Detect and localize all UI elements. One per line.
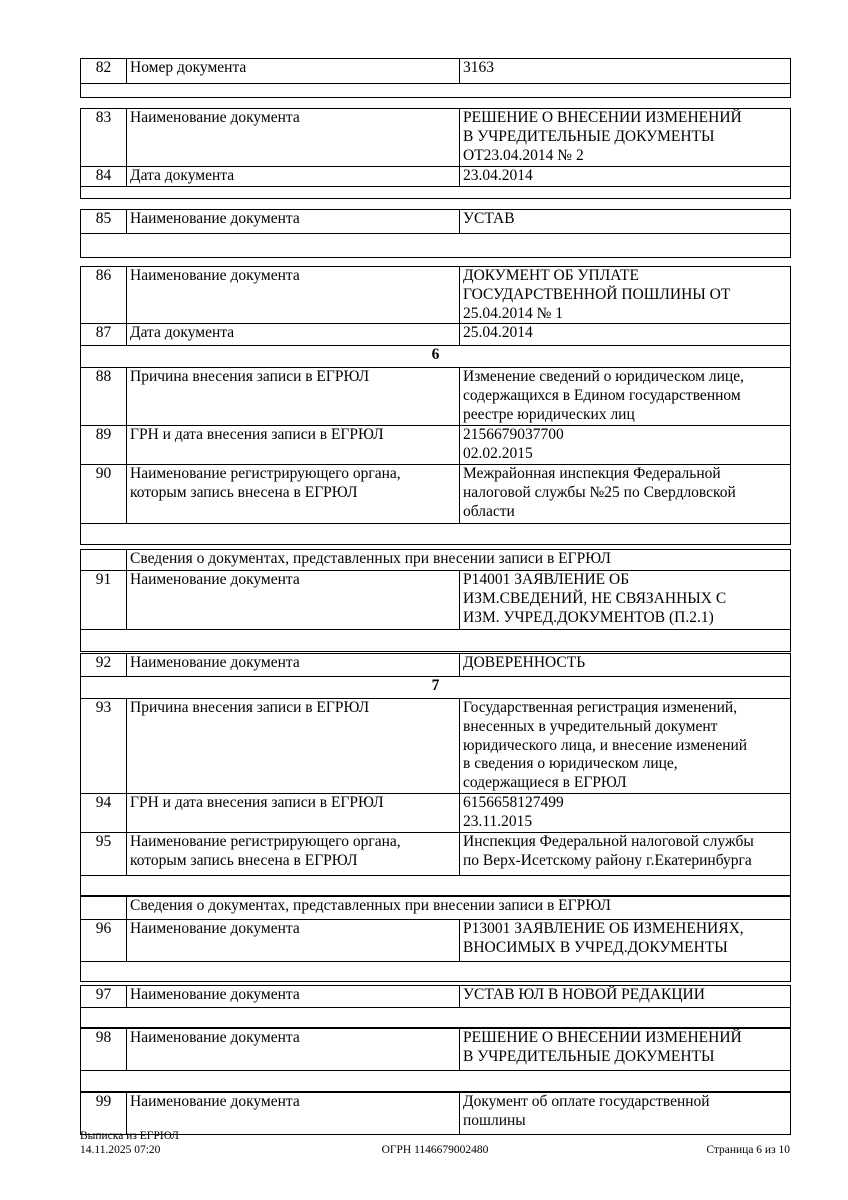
- section-number-row: [81, 676, 791, 698]
- row-number: 95: [81, 832, 127, 875]
- row-number-empty: [81, 896, 127, 919]
- document-table-block: [80, 549, 791, 652]
- row-value: Инспекция Федеральной налоговой службы по Верх-Исетскому району г.Екатеринбурга: [460, 832, 791, 875]
- spacer-row: [81, 234, 791, 258]
- row-number: 82: [81, 59, 127, 84]
- row-number: 91: [81, 570, 127, 629]
- row-label: Причина внесения записи в ЕГРЮЛ: [127, 368, 460, 426]
- row-number-empty: [81, 549, 127, 570]
- table-row: [81, 267, 791, 324]
- table-row: [81, 324, 791, 346]
- row-label: Наименование документа: [127, 653, 460, 676]
- row-number: 86: [81, 267, 127, 324]
- row-label: Дата документа: [127, 167, 460, 187]
- row-number: 93: [81, 698, 127, 793]
- table-row: [81, 210, 791, 234]
- row-label: Дата документа: [127, 324, 460, 346]
- row-value: Р14001 ЗАЯВЛЕНИЕ ОБ ИЗМ.СВЕДЕНИЙ, НЕ СВЯЗАННЫХ С ИЗМ. УЧРЕД.ДОКУМЕНТОВ (П.2.1): [460, 570, 791, 629]
- table-row: [81, 698, 791, 793]
- row-number: 84: [81, 167, 127, 187]
- section-title-row: [81, 896, 791, 919]
- row-value: УСТАВ ЮЛ В НОВОЙ РЕДАКЦИИ: [460, 985, 791, 1007]
- row-number: 98: [81, 1028, 127, 1070]
- spacer-cell: [81, 629, 791, 651]
- row-number: 83: [81, 109, 127, 167]
- table-row: [81, 570, 791, 629]
- row-value: 23.04.2014: [460, 167, 791, 187]
- section-title-row: [81, 549, 791, 570]
- row-value: 2156679037700 02.02.2015: [460, 426, 791, 465]
- row-value: Р13001 ЗАЯВЛЕНИЕ ОБ ИЗМЕНЕНИЯХ, ВНОСИМЫХ В УЧРЕД.ДОКУМЕНТЫ: [460, 919, 791, 961]
- table-row: [81, 1092, 791, 1134]
- table-row: [81, 167, 791, 187]
- row-value: ДОКУМЕНТ ОБ УПЛАТЕ ГОСУДАРСТВЕННОЙ ПОШЛИНЫ ОТ 25.04.2014 № 1: [460, 267, 791, 324]
- section-number: 7: [81, 676, 791, 698]
- spacer-cell: [81, 84, 791, 98]
- document-table-block: [80, 985, 791, 1028]
- row-label: Наименование документа: [127, 1028, 460, 1070]
- row-value: РЕШЕНИЕ О ВНЕСЕНИИ ИЗМЕНЕНИЙ В УЧРЕДИТЕЛЬНЫЕ ДОКУМЕНТЫ ОТ23.04.2014 № 2: [460, 109, 791, 167]
- table-row: [81, 109, 791, 167]
- spacer-cell: [81, 234, 791, 258]
- document-table-block: [80, 653, 791, 896]
- row-value: Межрайонная инспекция Федеральной налоговой службы №25 по Свердловской области: [460, 464, 791, 523]
- row-label: Наименование документа: [127, 267, 460, 324]
- document-table-block: [80, 58, 791, 98]
- row-label: Наименование регистрирующего органа, которым запись внесена в ЕГРЮЛ: [127, 464, 460, 523]
- table-row: [81, 793, 791, 832]
- spacer-row: [81, 187, 791, 199]
- table-row: [81, 59, 791, 84]
- spacer-cell: [81, 1070, 791, 1091]
- spacer-row: [81, 1070, 791, 1091]
- row-number: 97: [81, 985, 127, 1007]
- spacer-cell: [81, 1007, 791, 1027]
- section-number-row: [81, 346, 791, 368]
- document-table-block: [80, 1092, 791, 1135]
- spacer-row: [81, 629, 791, 651]
- row-value: Изменение сведений о юридическом лице, содержащихся в Едином государственном реестре юридических лиц: [460, 368, 791, 426]
- row-number: 87: [81, 324, 127, 346]
- table-row: [81, 919, 791, 961]
- row-label: ГРН и дата внесения записи в ЕГРЮЛ: [127, 793, 460, 832]
- table-row: [81, 1028, 791, 1070]
- row-number: 99: [81, 1092, 127, 1134]
- row-label: ГРН и дата внесения записи в ЕГРЮЛ: [127, 426, 460, 465]
- spacer-cell: [81, 961, 791, 981]
- footer-page-number: Страница 6 из 10: [706, 1143, 790, 1156]
- spacer-cell: [81, 523, 791, 544]
- document-table-block: [80, 896, 791, 982]
- spacer-row: [81, 875, 791, 895]
- row-label: Наименование документа: [127, 109, 460, 167]
- row-label: Причина внесения записи в ЕГРЮЛ: [127, 698, 460, 793]
- footer-ogrn: ОГРН 1146679002480: [381, 1143, 489, 1156]
- row-number: 90: [81, 464, 127, 523]
- row-value: РЕШЕНИЕ О ВНЕСЕНИИ ИЗМЕНЕНИЙ В УЧРЕДИТЕЛЬНЫЕ ДОКУМЕНТЫ: [460, 1028, 791, 1070]
- table-row: [81, 653, 791, 676]
- row-value: 6156658127499 23.11.2015: [460, 793, 791, 832]
- spacer-cell: [81, 875, 791, 895]
- row-label: Наименование документа: [127, 985, 460, 1007]
- section-title: Сведения о документах, представленных при внесении записи в ЕГРЮЛ: [127, 549, 791, 570]
- footer-doc-type: Выписка из ЕГРЮЛ: [80, 1130, 179, 1142]
- row-label: Наименование документа: [127, 570, 460, 629]
- table-row: [81, 985, 791, 1007]
- section-number: 6: [81, 346, 791, 368]
- document-table-block: [80, 266, 791, 545]
- footer-generated-at: 14.11.2025 07:20: [80, 1143, 161, 1156]
- row-value: Документ об оплате государственной пошлины: [460, 1092, 791, 1134]
- table-row: [81, 426, 791, 465]
- row-number: 96: [81, 919, 127, 961]
- row-number: 85: [81, 210, 127, 234]
- table-row: [81, 464, 791, 523]
- spacer-row: [81, 1007, 791, 1027]
- row-number: 94: [81, 793, 127, 832]
- table-row: [81, 832, 791, 875]
- row-value: 25.04.2014: [460, 324, 791, 346]
- row-label: Наименование регистрирующего органа, которым запись внесена в ЕГРЮЛ: [127, 832, 460, 875]
- row-label: Наименование документа: [127, 210, 460, 234]
- row-value: ДОВЕРЕННОСТЬ: [460, 653, 791, 676]
- table-row: [81, 368, 791, 426]
- spacer-row: [81, 961, 791, 981]
- document-table-block: [80, 1028, 791, 1092]
- row-number: 88: [81, 368, 127, 426]
- document-table-block: [80, 108, 791, 199]
- row-label: Наименование документа: [127, 919, 460, 961]
- row-number: 89: [81, 426, 127, 465]
- row-value: 3163: [460, 59, 791, 84]
- row-label: Наименование документа: [127, 1092, 460, 1134]
- row-number: 92: [81, 653, 127, 676]
- spacer-row: [81, 84, 791, 98]
- document-table-area: [80, 58, 790, 1135]
- spacer-cell: [81, 187, 791, 199]
- section-title: Сведения о документах, представленных при внесении записи в ЕГРЮЛ: [127, 896, 791, 919]
- row-value: Государственная регистрация изменений, внесенных в учредительный документ юридического лица, и внесение изменений в сведения о юридическом лице, содержащиеся в ЕГРЮЛ: [460, 698, 791, 793]
- document-table-block: [80, 209, 791, 258]
- spacer-row: [81, 523, 791, 544]
- row-label: Номер документа: [127, 59, 460, 84]
- row-value: УСТАВ: [460, 210, 791, 234]
